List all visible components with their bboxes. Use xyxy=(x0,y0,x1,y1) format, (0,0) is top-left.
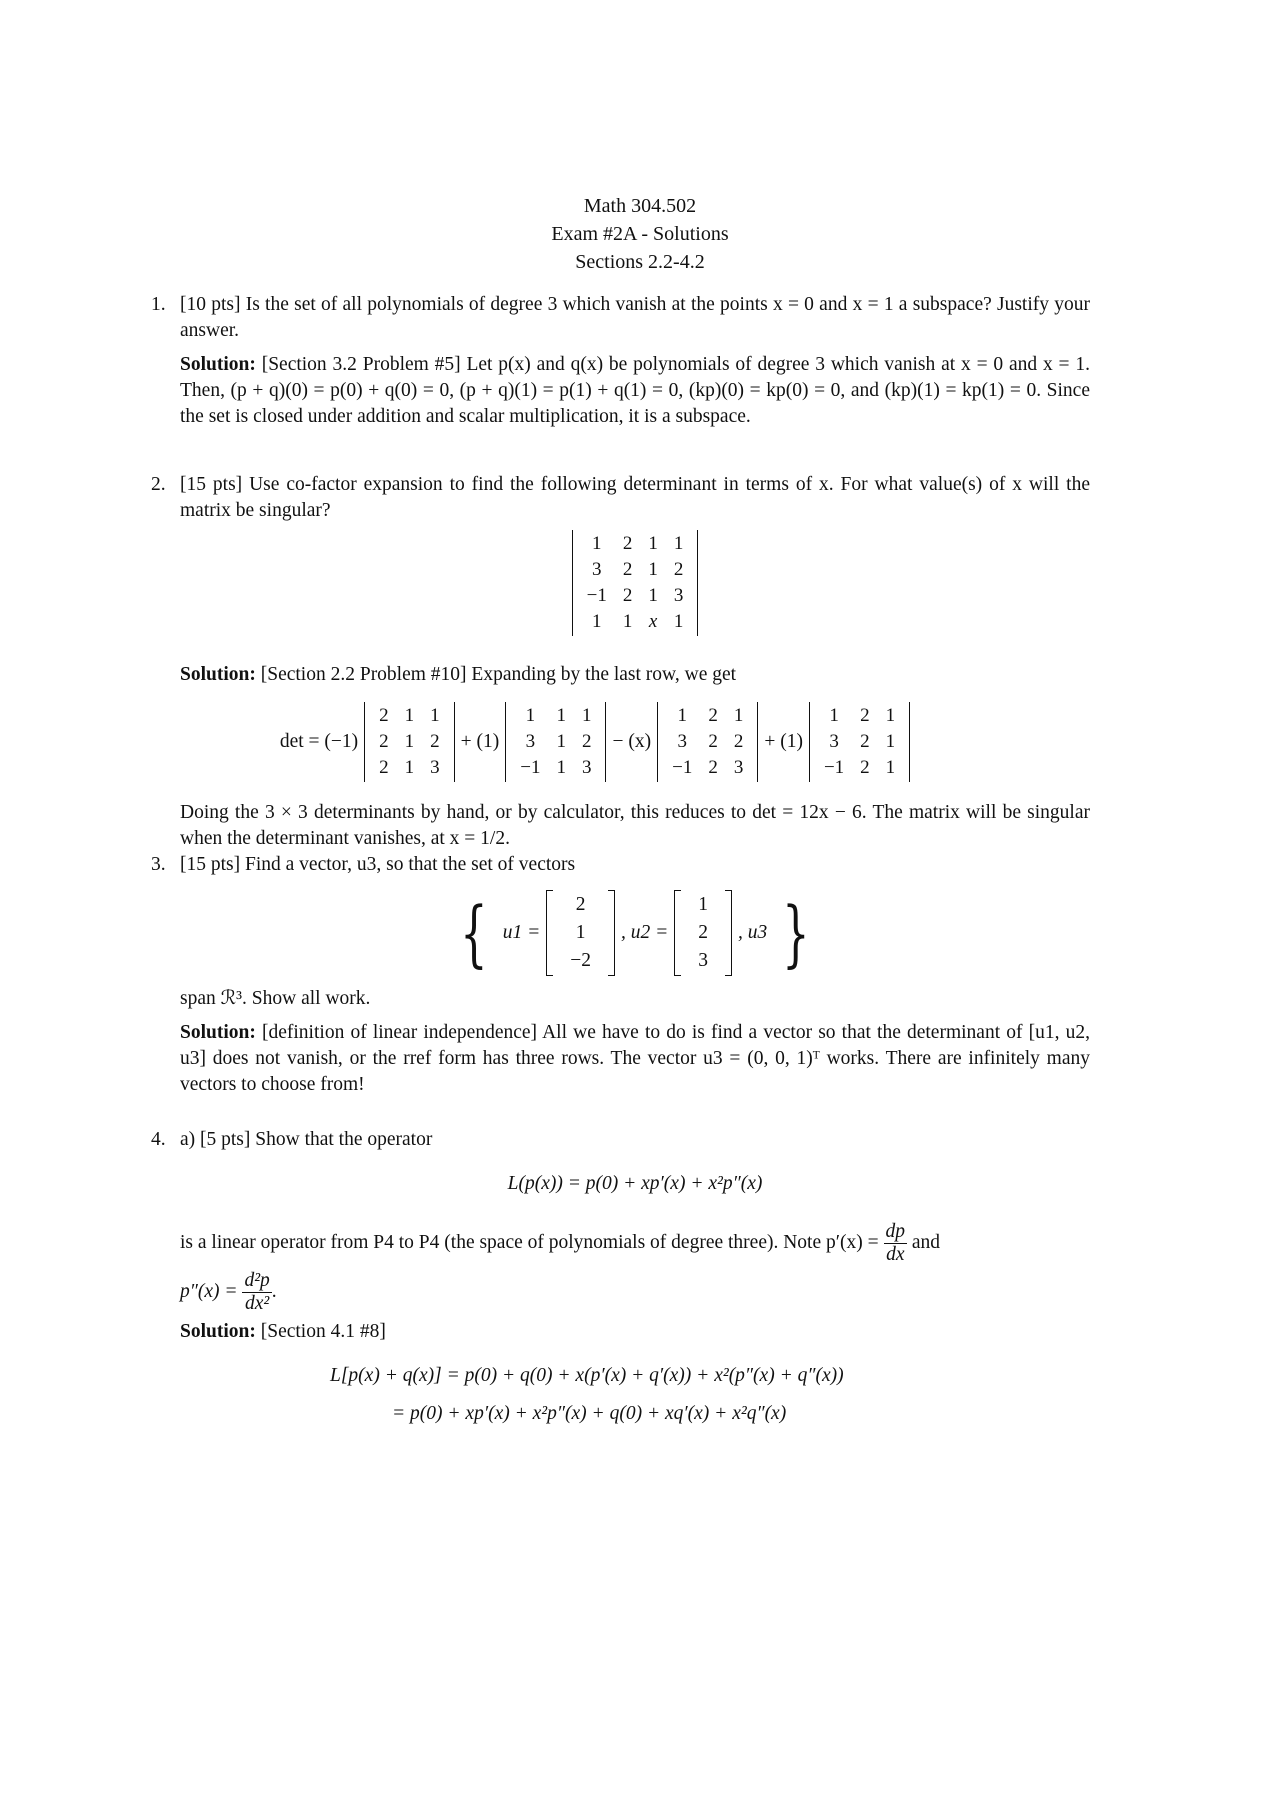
and-text: and xyxy=(911,1231,941,1253)
matrix-entry: x xyxy=(648,611,658,632)
expansion-lhs: det = (−1) xyxy=(279,731,359,752)
problem-solution xyxy=(180,1020,1090,1098)
matrix-row xyxy=(686,948,720,974)
matrix-entry: 1 xyxy=(673,611,684,632)
matrix-entry: 1 xyxy=(404,705,415,726)
matrix-entry: 3 xyxy=(592,559,602,580)
u2-label: , u2 = xyxy=(621,922,669,943)
linearity-line-1: L[p(x) + q(x)] = p(0) + q(0) + x(p′(x) + q′(x)) + x²(p″(x) + q″(x)) xyxy=(330,1365,844,1386)
matrix-entry: 1 xyxy=(581,705,592,726)
matrix-entry: 2 xyxy=(708,705,718,726)
problem-solution xyxy=(180,352,1090,430)
matrix-entry: 1 xyxy=(829,705,839,726)
matrix-entry: 1 xyxy=(592,611,602,632)
matrix-row xyxy=(371,755,448,781)
problem-question: [15 pts] Use co-factor expansion to find the following determinant in terms of x. For what value(s) of x will the matrix be singular? xyxy=(180,474,1090,521)
matrix-row xyxy=(579,557,692,583)
matrix-row xyxy=(512,755,599,781)
linearity-line-2: = p(0) + xp′(x) + x²p″(x) + q(0) + xq′(x) + x²q″(x) xyxy=(392,1403,787,1424)
problem-2 xyxy=(151,472,1090,852)
matrix-entry: 3 xyxy=(733,757,744,778)
solution-text: [Section 3.2 Problem #5] Let p(x) and q(x) be polynomials of degree 3 which vanish at x = 0 and x = 1. Then, (p + q)(0) = p(0) + q(0) = 0, (p + q)(1) = p(1) + q(1) = 0, (kp)(0) = kp(0) = 0, and (kp)(1) = kp(1) = 0. Since the set is closed under addition and scalar multiplication, it is a subspace. xyxy=(180,354,1091,427)
matrix-entry: 2 xyxy=(698,922,709,943)
matrix-entry: 1 xyxy=(677,705,687,726)
matrix-entry: 2 xyxy=(733,731,744,752)
problem-number: 1. xyxy=(151,294,166,315)
matrix-row xyxy=(664,755,751,781)
second-derivative-label: p″(x) = xyxy=(180,1280,238,1302)
matrix-entry: 1 xyxy=(648,533,658,554)
solution-text: [Section 4.1 #8] xyxy=(260,1321,386,1342)
solution-text: [Section 2.2 Problem #10] Expanding by the last row, we get xyxy=(260,664,737,685)
matrix-entry: 1 xyxy=(592,533,602,554)
matrix-entry: 1 xyxy=(525,705,536,726)
left-brace-icon: { xyxy=(460,891,488,975)
matrix-entry: 2 xyxy=(622,559,633,580)
solution-text: [definition of linear independence] All we have to do is find a vector so that the determinant of [u1, u2, u3] does not vanish, or the rref form has three rows. The vector u3 = (0, 0, 1)ᵀ works. There are infinitely many vectors to choose from! xyxy=(180,1022,1090,1095)
matrix-row xyxy=(664,729,751,755)
right-brace-icon: } xyxy=(782,891,810,975)
matrix-entry: 1 xyxy=(556,705,566,726)
sections-title: Sections 2.2-4.2 xyxy=(575,251,705,273)
matrix-row xyxy=(686,920,720,946)
matrix-4x4 xyxy=(579,531,692,635)
matrix-entry: −1 xyxy=(520,757,541,778)
matrix-entry: −2 xyxy=(570,950,591,971)
expansion-coef-3: − (x) xyxy=(612,731,652,752)
matrix-entry: 2 xyxy=(581,731,592,752)
derivative-fraction-1: $\frac{dp}{dx}$ xyxy=(885,1221,906,1265)
matrix-entry: 3 xyxy=(525,731,536,752)
vector-u2 xyxy=(684,890,722,976)
matrix-row xyxy=(686,892,720,918)
minor-4 xyxy=(816,703,903,781)
matrix-entry: 1 xyxy=(885,705,896,726)
matrix-entry: 2 xyxy=(575,894,586,915)
matrix-entry: −1 xyxy=(586,585,607,606)
course-title: Math 304.502 xyxy=(583,195,697,217)
problem-number: 2. xyxy=(151,474,166,495)
matrix-entry: 2 xyxy=(673,559,684,580)
matrix-entry: 1 xyxy=(648,559,658,580)
problem-question: [10 pts] Is the set of all polynomials of degree 3 which vanish at the points x = 0 and x = 1 a subspace? Justify your answer. xyxy=(180,294,1090,341)
vector-u1 xyxy=(556,890,605,976)
matrix-entry: 1 xyxy=(404,757,415,778)
matrix-entry: 2 xyxy=(708,757,718,778)
matrix-row xyxy=(579,531,692,557)
matrix-row xyxy=(558,948,603,974)
problem-1 xyxy=(151,292,1091,430)
matrix-row xyxy=(664,703,751,729)
expansion-coef-2: + (1) xyxy=(460,731,500,752)
cofactor-expansion xyxy=(40,702,1150,782)
problem-4 xyxy=(151,1127,1090,1427)
second-derivative: p″(x) = $\frac{\text{d²p}}{\text{dx²}}$ . xyxy=(180,1270,277,1314)
matrix-row xyxy=(558,892,603,918)
exam-title: Exam #2A - Solutions xyxy=(551,223,729,245)
vector-set xyxy=(180,890,1090,976)
matrix-entry: 2 xyxy=(430,731,440,752)
solution-label: Solution: xyxy=(180,664,256,685)
matrix-row xyxy=(579,583,692,609)
operator-definition: L(p(x)) = p(0) + xp′(x) + x²p″(x) xyxy=(507,1173,763,1194)
matrix-entry: 3 xyxy=(698,950,709,971)
problem-after: span ℛ³. Show all work. xyxy=(180,988,371,1009)
problem-3 xyxy=(151,852,1090,1098)
matrix-entry: 1 xyxy=(885,757,896,778)
header xyxy=(0,192,1280,276)
minor-1 xyxy=(371,703,448,781)
matrix-row xyxy=(816,729,903,755)
solution-label: Solution: xyxy=(180,354,256,375)
determinant-4x4 xyxy=(180,530,1090,636)
matrix-row xyxy=(371,729,448,755)
matrix-entry: 1 xyxy=(698,894,709,915)
u1-label: u1 = xyxy=(502,922,541,943)
matrix-entry: 1 xyxy=(648,585,658,606)
matrix-entry: 3 xyxy=(581,757,592,778)
matrix-entry: 2 xyxy=(622,533,633,554)
matrix-row xyxy=(371,703,448,729)
matrix-entry: 3 xyxy=(430,757,440,778)
matrix-row xyxy=(579,609,692,635)
matrix-entry: 2 xyxy=(860,731,870,752)
description-text: is a linear operator from P4 to P4 (the space of polynomials of degree three). Note p′(x) = xyxy=(180,1231,879,1253)
matrix-entry: 2 xyxy=(860,705,870,726)
matrix-entry: 1 xyxy=(885,731,896,752)
matrix-entry: 2 xyxy=(379,705,389,726)
matrix-row xyxy=(816,755,903,781)
matrix-entry: 1 xyxy=(622,611,633,632)
matrix-entry: 1 xyxy=(404,731,415,752)
matrix-entry: 3 xyxy=(677,731,687,752)
matrix-row xyxy=(816,703,903,729)
problem-question: a) [5 pts] Show that the operator xyxy=(180,1129,433,1150)
matrix-entry: 2 xyxy=(379,731,389,752)
matrix-entry: −1 xyxy=(823,757,845,778)
problem-solution xyxy=(180,662,1090,688)
matrix-entry: 1 xyxy=(575,922,586,943)
matrix-entry: 1 xyxy=(733,705,744,726)
matrix-row xyxy=(512,729,599,755)
matrix-entry: 2 xyxy=(379,757,389,778)
matrix-row xyxy=(512,703,599,729)
matrix-entry: 1 xyxy=(430,705,440,726)
problem-number: 4. xyxy=(151,1129,166,1150)
problem-number: 3. xyxy=(151,854,166,875)
solution-label: Solution: xyxy=(180,1321,256,1342)
derivative-fraction-2: $\frac{\text{d²p}}{\text{dx²}}$ xyxy=(244,1270,270,1314)
minor-3 xyxy=(664,703,751,781)
matrix-entry: 2 xyxy=(622,585,633,606)
problem-conclusion: Doing the 3 × 3 determinants by hand, or by calculator, this reduces to det = 12x − 6. The matrix will be singular when the determinant vanishes, at x = 1/2. xyxy=(180,802,1090,849)
minor-2 xyxy=(512,703,599,781)
problem-question: [15 pts] Find a vector, u3, so that the set of vectors xyxy=(180,854,576,875)
matrix-entry: 1 xyxy=(673,533,684,554)
matrix-entry: 2 xyxy=(860,757,870,778)
matrix-entry: −1 xyxy=(672,757,693,778)
matrix-entry: 1 xyxy=(556,757,566,778)
problem-solution xyxy=(180,1319,1090,1345)
matrix-entry: 3 xyxy=(829,731,839,752)
matrix-entry: 2 xyxy=(708,731,718,752)
expansion-coef-4: + (1) xyxy=(764,731,803,752)
matrix-entry: 3 xyxy=(673,585,684,606)
matrix-row xyxy=(558,920,603,946)
matrix-entry: 1 xyxy=(556,731,566,752)
u3-label: , u3 xyxy=(738,922,768,943)
operator-description xyxy=(180,1221,1090,1266)
solution-label: Solution: xyxy=(180,1022,256,1043)
